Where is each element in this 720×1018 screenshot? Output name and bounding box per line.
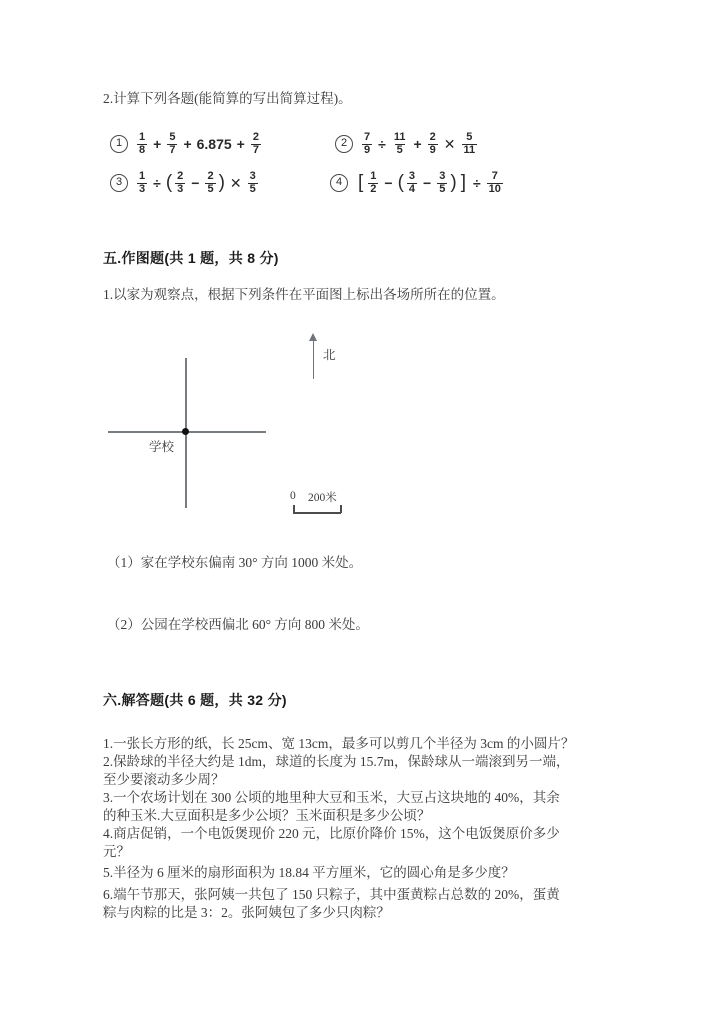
math-op: + xyxy=(153,136,162,153)
diagram-horizontal-axis xyxy=(108,431,266,433)
section-six-question-4: 4.商店促销，一个电饭煲现价 220 元，比原价降价 15%，这个电饭煲原价多少 xyxy=(103,826,560,841)
north-label: 北 xyxy=(323,348,336,362)
math-op: − xyxy=(384,175,393,192)
calc-prompt: 2.计算下列各题(能简算的写出简算过程)。 xyxy=(103,91,352,106)
math-op: − xyxy=(423,175,432,192)
section-six-question-5: 5.半径为 6 厘米的扇形面积为 18.84 平方厘米，它的圆心角是多少度？ xyxy=(103,865,515,880)
math-op: ✕ xyxy=(443,135,456,152)
math-brack: ] xyxy=(460,172,466,194)
expression-2 xyxy=(335,132,479,157)
fraction xyxy=(392,132,408,157)
diagram-vertical-axis xyxy=(185,358,187,508)
math-op: ÷ xyxy=(472,175,481,192)
scale-tick-right xyxy=(340,505,342,513)
fraction-numerator: 2 xyxy=(252,131,259,143)
math-brack: [ xyxy=(358,172,364,194)
expression-1 xyxy=(110,132,263,157)
fraction xyxy=(175,171,185,196)
section-six-question-3: 3.一个农场计划在 300 公顷的地里种大豆和玉米，大豆占这块地的 40%，其余 xyxy=(103,790,560,805)
fraction-numerator: 1 xyxy=(139,170,146,182)
section-five-subquestion-2: （2）公园在学校西偏北 60° 方向 800 米处。 xyxy=(107,617,369,632)
math-op: − xyxy=(191,175,200,192)
section-five-question: 1.以家为观察点，根据下列条件在平面图上标出各场所所在的位置。 xyxy=(103,287,505,302)
fraction-denominator: 3 xyxy=(139,182,146,195)
section-six-question-3-cont: 的种玉米.大豆面积是多少公顷？玉米面积是多少公顷？ xyxy=(103,808,431,823)
fraction-numerator: 5 xyxy=(169,131,176,143)
math-op: ÷ xyxy=(153,175,161,192)
math-op: + xyxy=(183,136,192,153)
fraction-denominator: 7 xyxy=(169,143,176,156)
scale-tick-left xyxy=(293,505,295,513)
fraction-numerator: 1 xyxy=(370,170,377,182)
expression-marker: 2 xyxy=(335,135,353,153)
diagram-origin-label: 学校 xyxy=(149,440,175,454)
fraction-numerator: 1 xyxy=(139,131,146,143)
fraction-denominator: 5 xyxy=(207,182,214,195)
fraction xyxy=(428,132,438,157)
fraction-denominator: 9 xyxy=(429,143,436,156)
expression-4 xyxy=(330,171,505,196)
fraction-denominator: 4 xyxy=(408,182,416,195)
fraction xyxy=(137,171,147,196)
scale-bar xyxy=(293,512,341,514)
fraction-numerator: 7 xyxy=(491,170,498,182)
fraction-denominator: 5 xyxy=(396,143,403,156)
fraction xyxy=(251,132,261,157)
fraction-denominator: 2 xyxy=(370,182,377,195)
fraction-denominator: 7 xyxy=(252,143,259,156)
fraction-numerator: 11 xyxy=(393,131,406,143)
fraction-denominator: 5 xyxy=(249,182,256,195)
expression-marker: 4 xyxy=(330,174,348,192)
math-plain: 6.875 xyxy=(196,136,232,153)
fraction-numerator: 2 xyxy=(207,170,214,182)
fraction xyxy=(137,132,147,157)
section-six-question-6: 6.端午节那天，张阿姨一共包了 150 只粽子，其中蛋黄粽占总数的 20%，蛋黄 xyxy=(103,887,560,902)
fraction xyxy=(407,171,417,196)
fraction xyxy=(205,171,215,196)
math-paren: ( xyxy=(397,172,404,194)
math-paren: ) xyxy=(218,172,225,194)
expression-marker: 1 xyxy=(110,135,128,153)
fraction xyxy=(437,171,447,196)
fraction-numerator: 2 xyxy=(429,131,436,143)
fraction-numerator: 3 xyxy=(249,170,256,182)
diagram-origin-point xyxy=(182,428,189,435)
section-five-subquestion-1: （1）家在学校东偏南 30° 方向 1000 米处。 xyxy=(107,555,363,570)
fraction xyxy=(167,132,177,157)
math-op: ✕ xyxy=(229,174,242,191)
fraction-numerator: 3 xyxy=(408,170,416,182)
fraction-numerator: 2 xyxy=(177,170,184,182)
fraction xyxy=(462,132,478,157)
fraction-numerator: 3 xyxy=(439,170,446,182)
fraction xyxy=(362,132,372,157)
fraction xyxy=(487,171,503,196)
math-op: ÷ xyxy=(378,136,386,153)
scale-zero-label: 0 xyxy=(290,490,296,502)
section-six-question-2-cont: 至少要滚动多少周？ xyxy=(103,772,225,787)
math-paren: ( xyxy=(165,172,173,194)
fraction-denominator: 3 xyxy=(177,182,184,195)
fraction xyxy=(368,171,378,196)
fraction-denominator: 10 xyxy=(488,182,501,195)
section-six-question-2: 2.保龄球的半径大约是 1dm，球道的长度为 15.7m，保龄球从一端滚到另一端， xyxy=(103,754,570,769)
math-op: + xyxy=(236,136,245,153)
fraction-denominator: 11 xyxy=(463,143,476,156)
fraction-denominator: 9 xyxy=(364,143,371,156)
north-arrow-head xyxy=(309,333,317,341)
math-op: + xyxy=(413,136,422,153)
north-arrow-shaft xyxy=(313,340,314,379)
fraction-denominator: 8 xyxy=(139,143,146,156)
section-six-question-1: 1.一张长方形的纸，长 25cm、宽 13cm，最多可以剪几个半径为 3cm 的小圆片？ xyxy=(103,736,575,751)
scale-value-label: 200米 xyxy=(308,492,337,504)
math-paren: ) xyxy=(450,172,457,194)
section-six-heading: 六.解答题(共 6 题，共 32 分) xyxy=(103,692,287,708)
fraction-denominator: 5 xyxy=(439,182,446,195)
section-five-heading: 五.作图题(共 1 题，共 8 分) xyxy=(103,250,279,266)
fraction-numerator: 7 xyxy=(364,131,371,143)
section-six-question-6-cont: 粽与肉粽的比是 3：2。张阿姨包了多少只肉粽？ xyxy=(103,905,390,920)
section-six-question-4-cont: 元？ xyxy=(103,844,130,859)
fraction-numerator: 5 xyxy=(466,131,473,143)
fraction xyxy=(248,171,258,196)
expression-marker: 3 xyxy=(110,174,128,192)
expression-3 xyxy=(110,171,260,196)
